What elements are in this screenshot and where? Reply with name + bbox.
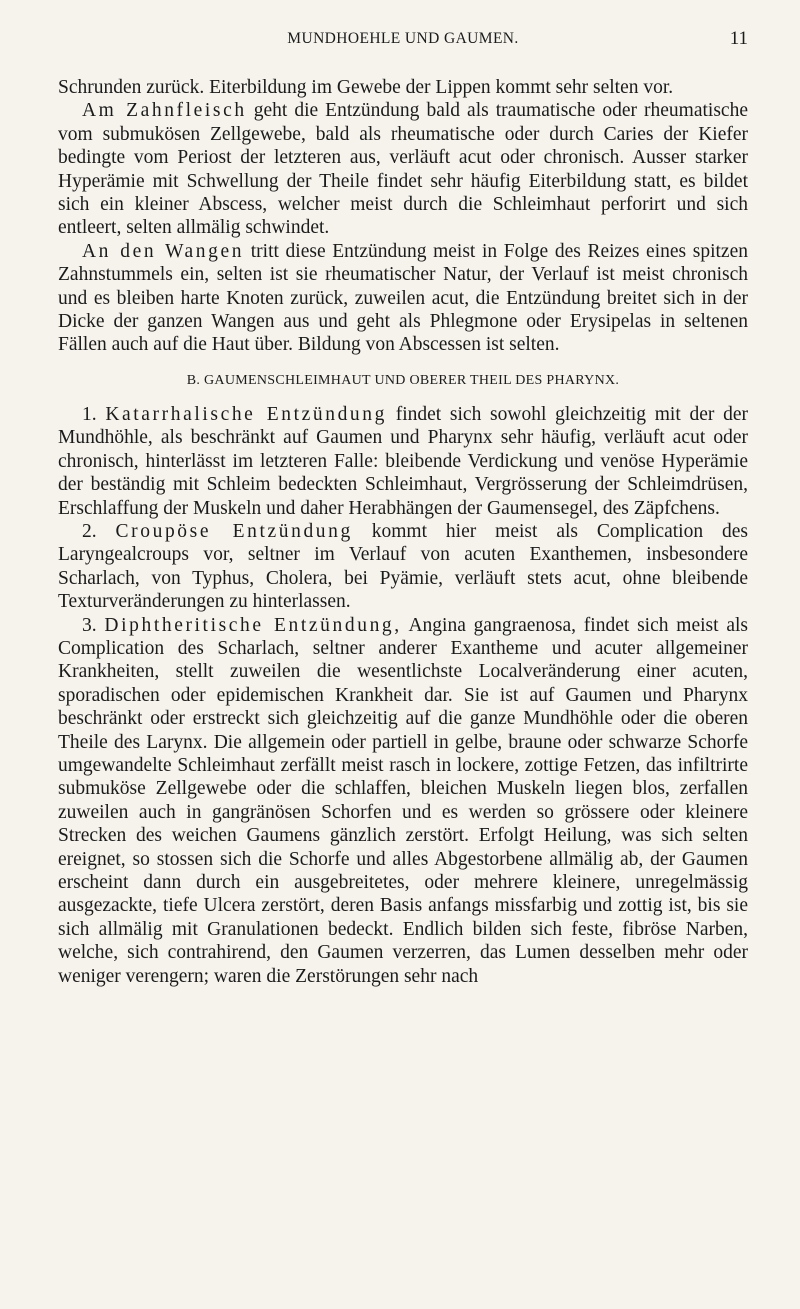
list-item-croupous: [58, 520, 748, 614]
item-number: 2.: [82, 520, 97, 542]
paragraph-text: geht die Entzündung bald als traumatische oder rheumatische vom submukösen Zellgewebe, bald als rheumatische oder durch Caries der Kiefer bedingte vom Periost der letzteren aus, verläuft acut oder chronisch. Ausser starker Hyperämie mit Schwellung der Theile findet sehr häufig Eiterbildung statt, es bildet sich ein kleiner Abscess, welcher meist durch die Schleimhaut perforirt und sich entleert, selten allmälig schwindet.: [58, 100, 748, 239]
paragraph-cheeks: [58, 240, 748, 357]
item-text: findet sich sowohl gleichzeitig mit der der Mundhöhle, als beschränkt auf Gaumen und Pharynx sehr häufig, verläuft acut oder chronisch, hinterlässt im letzteren Falle: bleibende Verdickung und venöse Hyperämie der beständig mit Schleim bedeckten Schleimhaut, Vergrösserung der Schleimdrüsen, Erschlaffung der Muskeln und daher Herabhängen der Gaumensegel, des Zäpfchens.: [58, 403, 748, 519]
section-heading: B. GAUMENSCHLEIMHAUT UND OBERER THEIL DES PHARYNX.: [186, 372, 620, 388]
page-number: 11: [729, 28, 748, 49]
paragraph-lead: An den Wangen: [82, 240, 245, 262]
item-lead: Katarrhalische Entzündung: [105, 403, 387, 425]
paragraph-lips: [58, 76, 748, 99]
running-title: MUNDHOEHLE UND GAUMEN.: [287, 30, 519, 47]
item-text: kommt hier meist als Complication des Laryngealcroups vor, seltner im Verlauf von acuten Exanthemen, insbesondere Scharlach, von Typhus, Cholera, bei Pyämie, verläuft stets acut, ohne bleibende Texturveränderungen zu hinterlassen.: [58, 520, 748, 613]
paragraph-gums: [58, 99, 748, 239]
list-item-diphtheritic: [58, 614, 748, 989]
item-number: 3.: [82, 614, 97, 636]
item-number: 1.: [82, 403, 97, 425]
paragraph-text: Schrunden zurück. Eiterbildung im Gewebe der Lippen kommt sehr selten vor.: [58, 77, 674, 98]
paragraph-lead: Am Zahnfleisch: [82, 100, 247, 122]
running-head: [58, 30, 748, 56]
item-lead: Croupöse Entzündung: [115, 520, 353, 542]
paragraph-text: tritt diese Entzündung meist in Folge des Reizes eines spitzen Zahnstummels ein, selten ist sie rheumatischer Natur, der Verlauf ist meist chronisch und es bleiben harte Knoten zurück, zuweilen acut, die Entzündung breitet sich in der Dicke der ganzen Wangen aus und geht als Phlegmone oder Erysipelas in seltenen Fällen auch auf die Haut über. Bildung von Abscessen ist selten.: [58, 240, 748, 356]
item-lead: Diphtheritische Entzündung,: [104, 614, 402, 636]
item-text: Angina gangraenosa, findet sich meist als Complication des Scharlach, seltner anderer Exantheme und acuter allgemeiner Krankheiten, stellt zuweilen die wesentlichste Localveränderung einer acuten, sporadischen oder epidemischen Krankheit dar. Sie ist auf Gaumen und Pharynx beschränkt oder erstreckt sich gleichzeitig auf die ganze Mundhöhle oder die oberen Theile des Larynx. Die allgemein oder partiell in gelbe, braune oder schwarze Schorfe umgewandelte Schleimhaut zerfällt meist rasch in lockere, zottige Fetzen, das infiltrirte submuköse Zellgewebe oder die schlaffen, bleichen Muskeln liegen blos, zerfallen zuweilen auch in gangränösen Schorfen und es werden so grössere oder kleinere Strecken des weichen Gaumens gänzlich zerstört. Erfolgt Heilung, was sich selten ereignet, so stossen sich die Schorfe und alles Abgestorbene allmälig ab, der Gaumen erscheint dann durch ein ausgebreitetes, oder mehrere kleinere, unregelmässig ausgezackte, tiefe Ulcera zerstört, deren Basis anfangs missfarbig und zottig ist, bis sie sich allmälig mit Granulationen bedeckt. Endlich bilden sich feste, fibröse Narben, welche, sich contrahirend, den Gaumen verzerren, das Lumen desselben mehr oder weniger verengern; waren die Zerstörungen sehr nach: [58, 614, 748, 987]
list-item-katarrhal: [58, 403, 748, 520]
body-text: [58, 76, 748, 988]
